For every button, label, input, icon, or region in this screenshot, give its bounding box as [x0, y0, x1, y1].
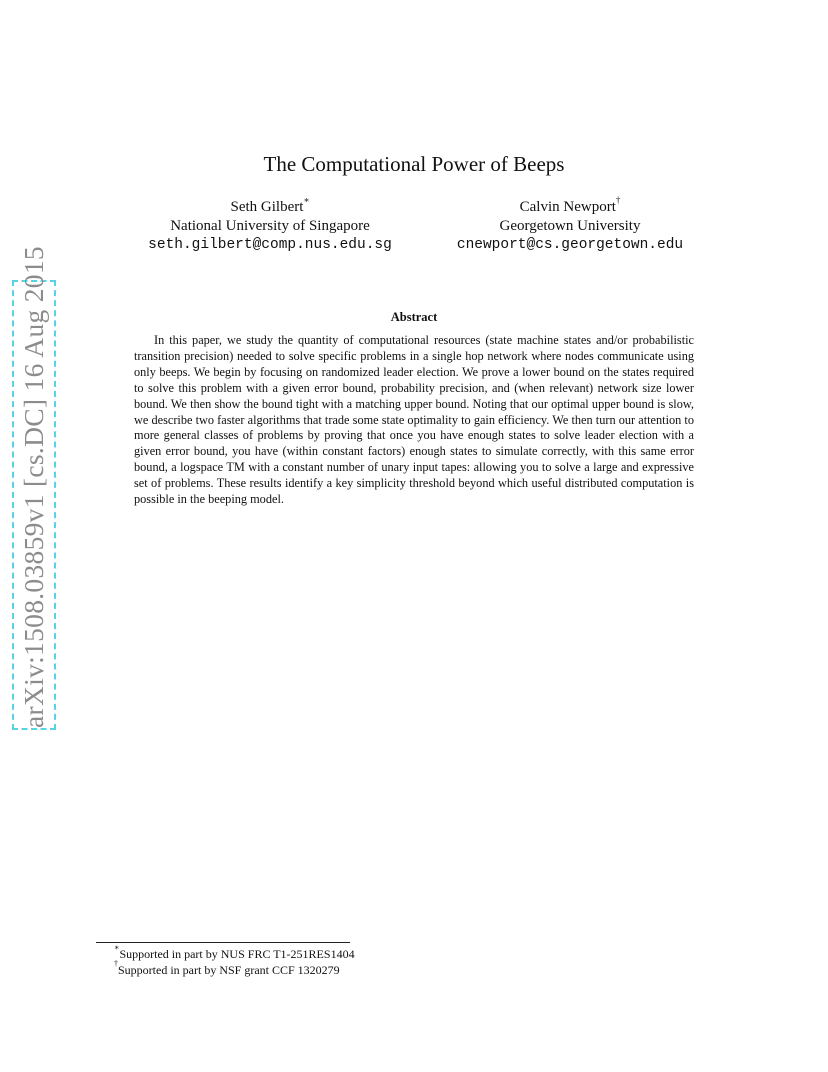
author-email-1: seth.gilbert@comp.nus.edu.sg: [148, 237, 392, 253]
footnote-text-2: Supported in part by NSF grant CCF 1320279: [118, 963, 340, 977]
author-affiliation-2: Georgetown University: [499, 218, 641, 234]
footnote-mark-2: †: [114, 959, 118, 968]
author-block-2: [420, 195, 720, 255]
footnote-mark-1: ∗: [114, 943, 120, 952]
footnote-divider: [96, 942, 350, 943]
author-email-2: cnewport@cs.georgetown.edu: [456, 237, 684, 253]
author-block-1: [120, 195, 420, 255]
author-affiliation-1: National University of Singapore: [170, 218, 370, 234]
footnote-text-1: Supported in part by NUS FRC T1-251RES1404: [119, 947, 355, 961]
arxiv-identifier-stamp: arXiv:1508.03859v1 [cs.DC] 16 Aug 2015: [12, 280, 56, 730]
footnote-1: [114, 943, 355, 962]
author-footnote-mark-2: †: [615, 195, 621, 205]
abstract-body: In this paper, we study the quantity of computational resources (state machine states and/or probabilistic transition precision) needed to solve specific problems in a single hop network where nodes communicate using only beeps. We begin by focusing on randomized leader election. We prove a lower bound on the states required to solve this problem with a given error bound, probability precision, and (when relevant) network size lower bound. We then show the bound tight with a matching upper bound. Noting that our optimal upper bound is slow, we describe two faster algorithms that trade some state optimality to gain efficiency. We then turn our attention to more general classes of problems by proving that once you have enough states to solve leader election with a given error bound, you have (within constant factors) enough states to simulate correctly, with this same error bound, a logspace TM with a constant number of unary input tapes: allowing you to solve a large and expressive set of problems. These results identify a key simplicity threshold beyond which useful distributed computation is possible in the beeping model.: [134, 333, 694, 507]
paper-title: The Computational Power of Beeps: [263, 152, 565, 176]
author-name-1: Seth Gilbert∗: [230, 195, 310, 215]
author-footnote-mark-1: ∗: [303, 195, 310, 205]
author-name-2: Calvin Newport†: [519, 195, 621, 215]
abstract-heading: Abstract: [390, 310, 438, 324]
footnote-2: [114, 959, 340, 978]
